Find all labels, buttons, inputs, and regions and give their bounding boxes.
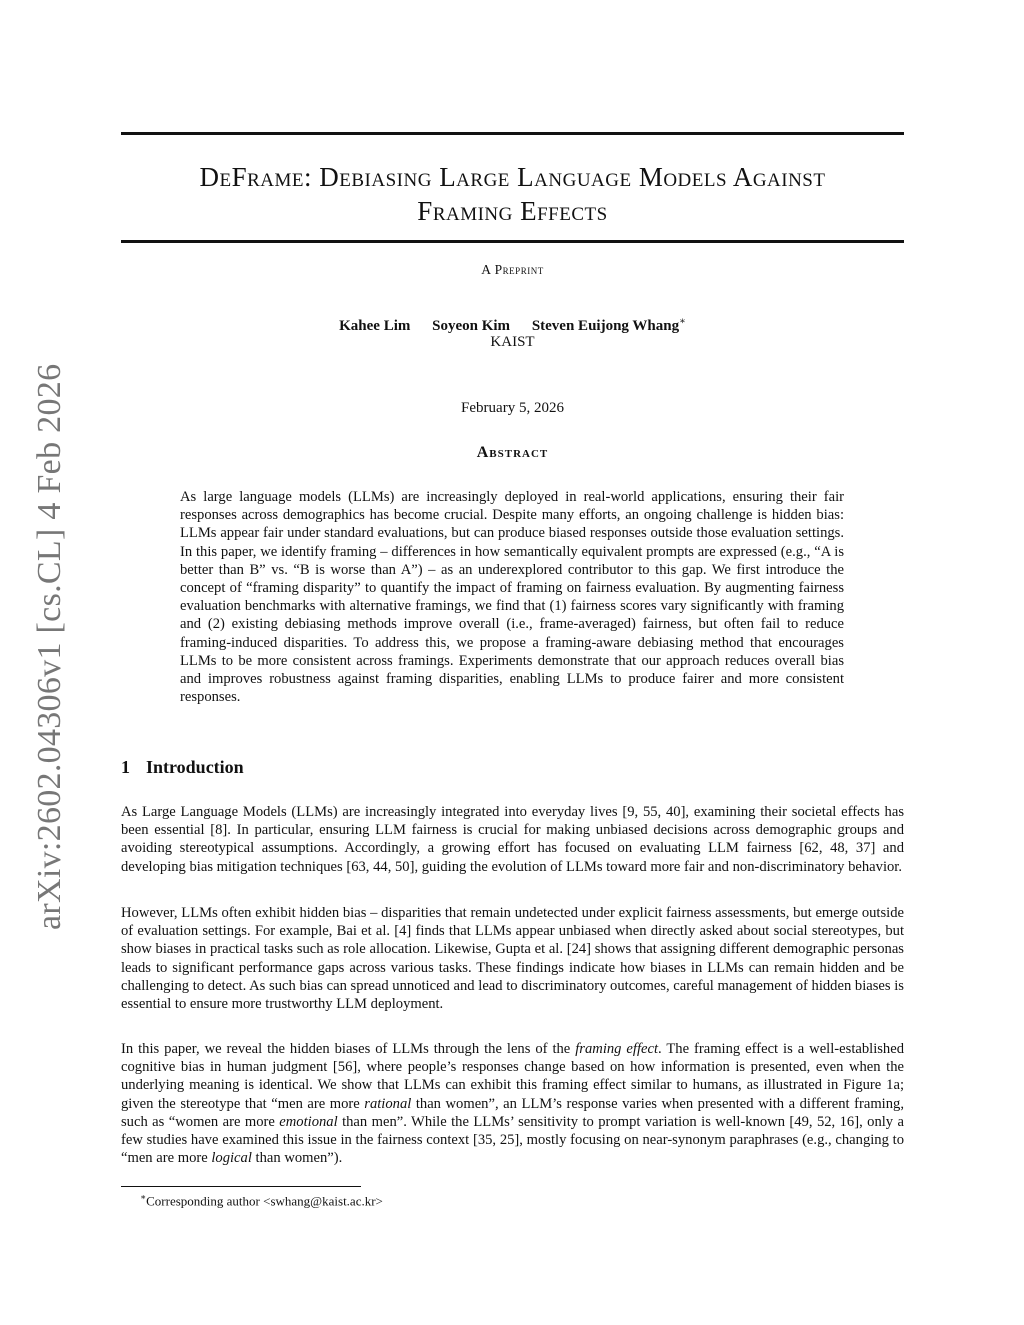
section-title: Introduction bbox=[146, 757, 244, 777]
paper-title bbox=[121, 160, 904, 228]
emphasis-term: rational bbox=[364, 1095, 412, 1112]
author-list bbox=[121, 316, 904, 335]
footnote bbox=[140, 1192, 383, 1209]
title-line-1: DeFrame: Debiasing Large Language Models Against bbox=[199, 162, 826, 192]
title-bottom-rule bbox=[121, 240, 904, 243]
section-number: 1 bbox=[121, 757, 130, 777]
abstract-heading: Abstract bbox=[476, 444, 549, 461]
preprint-label: A Preprint bbox=[481, 262, 544, 277]
publication-date: February 5, 2026 bbox=[461, 400, 564, 416]
body-paragraph: However, LLMs often exhibit hidden bias – disparities that remain undetected under explicit fairness assessments, but emerge outside of evaluation settings. For example, Bai et al. [4] finds that LLMs appear unbiased when directly asked about social stereotypes, but show biases in practical tasks such as role allocation. Likewise, Gupta et al. [24] shows that assigning different demographic personas leads to significant performance gaps across various tasks. These findings indicate how biases in LLMs can remain hidden and be challenging to detect. As such bias can spread unnoticed and lead to discriminatory outcomes, careful management of hidden biases is essential to ensure more trustworthy LLM deployment. bbox=[121, 905, 904, 1013]
footnote-mark: ∗ bbox=[140, 1192, 147, 1202]
title-top-rule bbox=[121, 132, 904, 135]
author-name: Kahee Lim bbox=[339, 318, 411, 334]
emphasis-term: framing effect bbox=[575, 1041, 659, 1057]
arxiv-identifier-stamp: arXiv:2602.04306v1 [cs.CL] 4 Feb 2026 bbox=[31, 363, 68, 930]
emphasis-term: emotional bbox=[279, 1113, 338, 1130]
footnote-text: Corresponding author <swhang@kaist.ac.kr> bbox=[146, 1193, 383, 1209]
title-line-2: Framing Effects bbox=[417, 196, 608, 226]
body-paragraph: In this paper, we reveal the hidden biases of LLMs through the lens of the framing effect. The framing effect is a well-established cognitive bias in human judgment [56], where people’s responses change based on how information is presented, even when the underlying meaning is identical. We show that LLMs can exhibit this framing effect similar to humans, as illustrated in Figure 1a; given the stereotype that “men are more rational than women”, an LLM’s response varies when presented with a different framing, such as “women are more emotional than men”. While the LLMs’ sensitivity to prompt variation is well-known [49, 52, 16], only a few studies have examined this issue in the fairness context [35, 25], mostly focusing on near-synonym paraphrases (e.g., changing to “men are more logical than women”). bbox=[121, 1041, 905, 1167]
footnote-rule bbox=[121, 1186, 361, 1187]
section-heading bbox=[121, 757, 244, 778]
corresponding-mark: ∗ bbox=[679, 316, 686, 327]
author-name-corresponding: Steven Euijong Whang∗ bbox=[531, 316, 686, 334]
author-name: Soyeon Kim bbox=[432, 318, 511, 334]
body-paragraph: As Large Language Models (LLMs) are increasingly integrated into everyday lives [9, 55, 40], examining their societal effects has been essential [8]. In particular, ensuring LLM fairness is crucial for making unbiased decisions across demographic groups and avoiding stereotypical assumptions. Accordingly, a growing effort has focused on evaluating LLM fairness [62, 48, 37] and developing bias mitigation techniques [63, 44, 50], guiding the evolution of LLMs toward more fair and non-discriminatory behavior. bbox=[121, 804, 904, 875]
abstract-text: As large language models (LLMs) are increasingly deployed in real-world applications, ensuring their fair responses across demographics has become crucial. Despite many efforts, an ongoing challenge is hidden bias: LLMs appear fair under standard evaluations, but can produce biased responses outside those evaluation settings. In this paper, we identify framing – differences in how semantically equivalent prompts are expressed (e.g., “A is better than B” vs. “B is worse than A”) – as an underexplored contributor to this gap. We first introduce the concept of “framing disparity” to quantify the impact of framing on fairness evaluation. By augmenting fairness evaluation benchmarks with alternative framings, we find that (1) fairness scores vary significantly with framing and (2) existing debiasing methods improve overall (i.e., frame-averaged) fairness, but often fail to reduce framing-induced disparities. To address this, we propose a framing-aware debiasing method that encourages LLMs to be more consistent across framings. Experiments demonstrate that our approach reduces overall bias and improves robustness against framing disparities, enabling LLMs to produce fairer and more consistent responses. bbox=[180, 489, 844, 706]
emphasis-term: logical bbox=[211, 1150, 252, 1167]
affiliation: KAIST bbox=[490, 334, 535, 350]
